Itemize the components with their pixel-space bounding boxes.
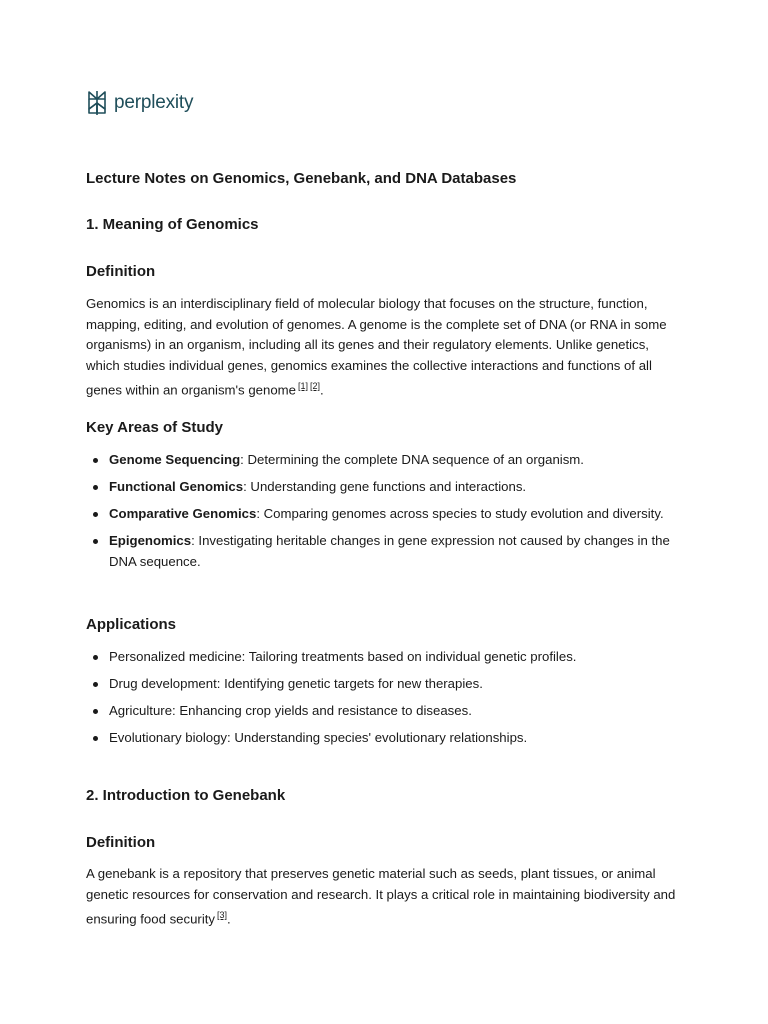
definition-heading: Definition (86, 263, 156, 280)
key-areas-list (86, 450, 686, 579)
list-item: Agriculture: Enhancing crop yields and resistance to diseases. (86, 701, 686, 722)
definition-text: A genebank is a repository that preserves genetic material such as seeds, plant tissues, or animal genetic resources for conservation and research. It plays a critical role in maintaining biodiversity and ensuring food security (86, 866, 676, 927)
genebank-definition-paragraph: A genebank is a repository that preserves genetic material such as seeds, plant tissues, or animal genetic resources for conservation and research. It plays a critical role in maintaining biodiversity and ensuring food security [3]. (86, 866, 676, 927)
list-item (86, 504, 686, 525)
list-item-term: Epigenomics (109, 533, 192, 548)
citation-link[interactable]: [2] (310, 381, 321, 391)
list-item: Evolutionary biology: Understanding species' evolutionary relationships. (86, 728, 686, 749)
brand-name: perplexity (114, 92, 194, 113)
brand-logo[interactable] (86, 90, 193, 116)
section-heading-genebank: 2. Introduction to Genebank (86, 787, 286, 804)
list-item-description: : Understanding gene functions and interactions. (243, 479, 527, 494)
citation-link[interactable]: [3] (217, 910, 228, 920)
list-item-description: : Investigating heritable changes in gene expression not caused by changes in the DNA sequence. (109, 533, 670, 569)
section-heading-genomics: 1. Meaning of Genomics (86, 216, 259, 233)
list-item: Drug development: Identifying genetic targets for new therapies. (86, 674, 686, 695)
perplexity-logo-icon (86, 90, 108, 116)
list-item-description: : Comparing genomes across species to study evolution and diversity. (256, 506, 664, 521)
genomics-definition-paragraph: Genomics is an interdisciplinary field of molecular biology that focuses on the structure, function, mapping, editing, and evolution of genomes. A genome is the complete set of DNA (or RNA in some organisms) in an organism, including all its genes and their regulatory elements. Unlike genetics, which studies individual genes, genomics examines the collective interactions and functions of all genes within an organism's genome [1] [2]. (86, 296, 667, 398)
key-areas-heading: Key Areas of Study (86, 419, 223, 436)
citation-link[interactable]: [1] (297, 381, 308, 391)
definition-text: Genomics is an interdisciplinary field of molecular biology that focuses on the structure, function, mapping, editing, and evolution of genomes. A genome is the complete set of DNA (or RNA in some organisms) in an organism, including all its genes and their regulatory elements. Unlike genetics, which studies individual genes, genomics examines the collective interactions and functions of all genes within an organism's genome (86, 296, 667, 398)
list-item (86, 477, 686, 498)
definition-heading: Definition (86, 834, 156, 851)
list-item-term: Genome Sequencing (109, 452, 241, 467)
applications-list (86, 647, 686, 755)
list-item: Personalized medicine: Tailoring treatments based on individual genetic profiles. (86, 647, 686, 668)
list-item-description: : Determining the complete DNA sequence of an organism. (240, 452, 584, 467)
list-item (86, 450, 686, 471)
list-item-term: Comparative Genomics (109, 506, 257, 521)
list-item (86, 531, 686, 572)
document-title: Lecture Notes on Genomics, Genebank, and DNA Databases (86, 170, 517, 187)
list-item-term: Functional Genomics (109, 479, 244, 494)
applications-heading: Applications (86, 616, 177, 633)
